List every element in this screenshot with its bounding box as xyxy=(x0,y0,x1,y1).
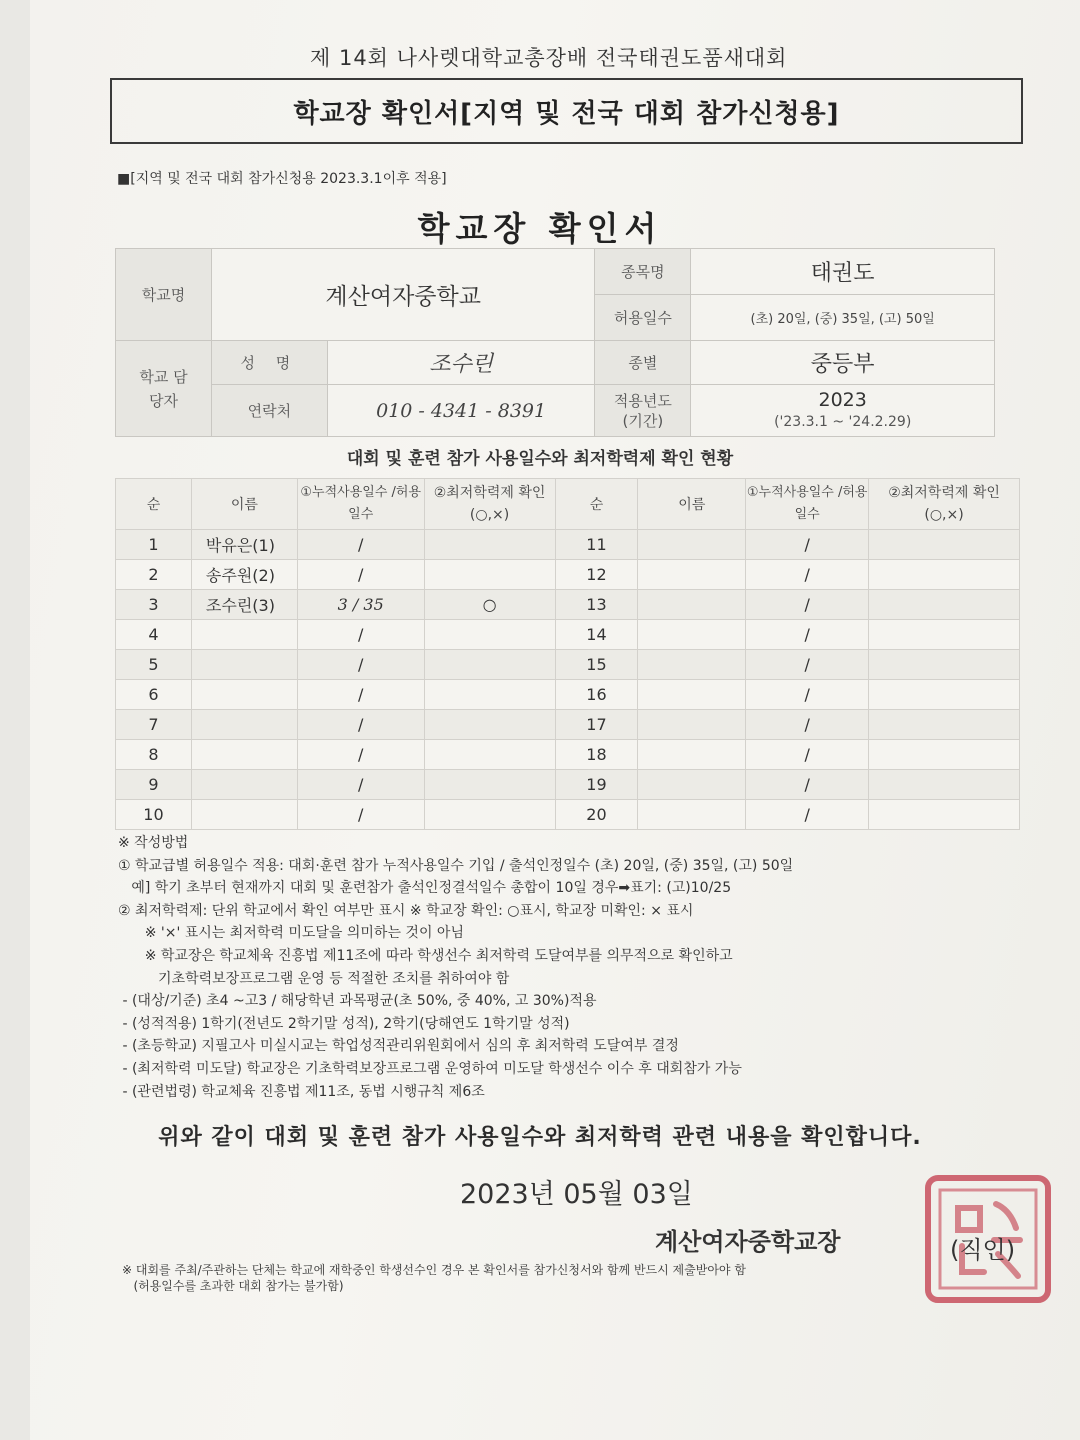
min-academic-check xyxy=(424,530,555,560)
table-row xyxy=(116,710,1020,740)
used-days: / xyxy=(746,530,869,560)
min-academic-check: ○ xyxy=(424,590,555,620)
row-number: 3 xyxy=(116,590,192,620)
event-headline: 제 14회 나사렛대학교총장배 전국태권도품새대회 xyxy=(310,46,788,70)
header-no: 순 xyxy=(555,479,638,530)
used-days: / xyxy=(746,710,869,740)
table-row xyxy=(116,650,1020,680)
used-days: / xyxy=(297,800,424,830)
form-applicability-note: ■[지역 및 전국 대회 참가신청용 2023.3.1이후 적용] xyxy=(117,171,447,187)
student-name xyxy=(638,770,746,800)
year-label: 적용년도 (기간) xyxy=(595,385,691,437)
seal-mark: (직인) xyxy=(950,1236,1016,1264)
row-number: 19 xyxy=(555,770,638,800)
row-number: 12 xyxy=(555,560,638,590)
used-days: / xyxy=(746,800,869,830)
min-academic-check xyxy=(869,560,1020,590)
student-name xyxy=(191,800,297,830)
table-row xyxy=(116,800,1020,830)
allowed-days-label: 허용일수 xyxy=(595,295,691,341)
row-number: 8 xyxy=(116,740,192,770)
school-name-value: 계산여자중학교 xyxy=(211,249,595,341)
note-line: ② 최저학력제: 단위 학교에서 확인 여부만 표시 ※ 학교장 확인: ○표시, 학교장 미확인: × 표시 xyxy=(118,902,694,919)
sport-label: 종목명 xyxy=(595,249,691,295)
issue-date: 2023년 05월 03일 xyxy=(460,1179,693,1210)
section-title: 대회 및 훈련 참가 사용일수와 최저학력제 확인 현황 xyxy=(346,449,734,469)
confirmation-statement: 위와 같이 대회 및 훈련 참가 사용일수와 최저학력 관련 내용을 확인합니다. xyxy=(158,1125,922,1150)
division-label: 종별 xyxy=(595,341,691,385)
min-academic-check xyxy=(869,590,1020,620)
student-name xyxy=(191,650,297,680)
student-name xyxy=(191,710,297,740)
min-academic-check xyxy=(869,530,1020,560)
min-academic-check xyxy=(424,650,555,680)
row-number: 10 xyxy=(116,800,192,830)
row-number: 17 xyxy=(555,710,638,740)
min-academic-check xyxy=(869,650,1020,680)
note-line: ※ 작성방법 xyxy=(118,835,189,851)
student-name xyxy=(191,740,297,770)
used-days: / xyxy=(746,620,869,650)
min-academic-check xyxy=(424,620,555,650)
used-days: / xyxy=(297,680,424,710)
used-days: / xyxy=(746,680,869,710)
min-academic-check xyxy=(869,740,1020,770)
row-number: 11 xyxy=(555,530,638,560)
used-days: / xyxy=(297,740,424,770)
row-number: 6 xyxy=(116,680,192,710)
student-name xyxy=(638,740,746,770)
min-academic-check xyxy=(424,710,555,740)
min-academic-check xyxy=(424,680,555,710)
allowed-days-value: (초) 20일, (중) 35일, (고) 50일 xyxy=(691,295,995,341)
student-name xyxy=(191,680,297,710)
note-line: - (관련법령) 학교체육 진흥법 제11조, 동법 시행규칙 제6조 xyxy=(118,1083,485,1100)
student-name xyxy=(638,800,746,830)
row-number: 7 xyxy=(116,710,192,740)
form-title: 학교장 확인서[지역 및 전국 대회 참가신청용] xyxy=(293,98,840,129)
used-days: / xyxy=(746,560,869,590)
note-line: - (초등학교) 지필고사 미실시교는 학업성적관리위원회에서 심의 후 최저학력 도달여부 결정 xyxy=(118,1038,679,1055)
student-name: 조수린(3) xyxy=(191,590,297,620)
student-name xyxy=(638,710,746,740)
division-value: 중등부 xyxy=(691,341,995,385)
year-period: ('23.3.1 ~ '24.2.29) xyxy=(774,413,912,430)
note-line: ① 학교급별 허용일수 적용: 대회·훈련 참가 누적사용일수 기입 / 출석인정일수 (초) 20일, (중) 35일, (고) 50일 xyxy=(118,857,794,874)
table-row xyxy=(116,680,1020,710)
row-number: 2 xyxy=(116,560,192,590)
row-number: 4 xyxy=(116,620,192,650)
row-number: 14 xyxy=(555,620,638,650)
header-days: ①누적사용일수 /허용일수 xyxy=(746,479,869,530)
contact-phone-value: 010 - 4341 - 8391 xyxy=(327,385,595,437)
student-name xyxy=(638,620,746,650)
used-days: / xyxy=(297,560,424,590)
min-academic-check xyxy=(869,620,1020,650)
header-check: ②최저학력제 확인(○,×) xyxy=(869,479,1020,530)
header-name: 이름 xyxy=(638,479,746,530)
min-academic-check xyxy=(869,710,1020,740)
year-cell xyxy=(691,385,995,437)
table-row xyxy=(116,560,1020,590)
note-line: - (성적적용) 1학기(전년도 2학기말 성적), 2학기(당해연도 1학기말 성적) xyxy=(118,1015,570,1032)
min-academic-check xyxy=(424,560,555,590)
table-row xyxy=(116,770,1020,800)
min-academic-check xyxy=(869,800,1020,830)
note-line: - (최저학력 미도달) 학교장은 기초학력보장프로그램 운영하여 미도달 학생선수 이수 후 대회참가 가능 xyxy=(118,1060,742,1077)
student-name xyxy=(638,530,746,560)
note-line: 기초학력보장프로그램 운영 등 적절한 조치를 취하여야 함 xyxy=(118,970,510,987)
footer-line: (허용일수를 초과한 대회 참가는 불가함) xyxy=(122,1279,344,1293)
table-row xyxy=(116,530,1020,560)
row-number: 15 xyxy=(555,650,638,680)
note-line: ※ '×' 표시는 최저학력 미도달을 의미하는 것이 아님 xyxy=(118,925,464,942)
used-days: 3 / 35 xyxy=(297,590,424,620)
used-days: / xyxy=(297,620,424,650)
used-days: / xyxy=(297,530,424,560)
student-name xyxy=(638,590,746,620)
note-line: - (대상/기준) 초4 ~고3 / 해당학년 과목평균(초 50%, 중 40%, 고 30%)적용 xyxy=(118,993,597,1010)
contact-name-value: 조수린 xyxy=(327,341,595,385)
used-days: / xyxy=(297,710,424,740)
contact-name-label: 성 명 xyxy=(211,341,327,385)
min-academic-check xyxy=(424,740,555,770)
participation-table xyxy=(115,478,1020,830)
header-days: ①누적사용일수 /허용일수 xyxy=(297,479,424,530)
used-days: / xyxy=(746,590,869,620)
footer-notice xyxy=(122,1262,746,1294)
principal-title: 계산여자중학교장 xyxy=(655,1228,841,1256)
row-number: 5 xyxy=(116,650,192,680)
footer-line: ※ 대회를 주최/주관하는 단체는 학교에 재학중인 학생선수인 경우 본 확인서를 참가신청서와 함께 반드시 제출받아야 함 xyxy=(122,1263,746,1277)
instructions-notes xyxy=(118,832,793,1103)
year-value: 2023 xyxy=(818,388,867,411)
student-name: 박유은(1) xyxy=(191,530,297,560)
min-academic-check xyxy=(869,770,1020,800)
page-title: 학교장 확인서 xyxy=(417,209,663,248)
student-name xyxy=(638,680,746,710)
header-check: ②최저학력제 확인(○,×) xyxy=(424,479,555,530)
used-days: / xyxy=(297,770,424,800)
used-days: / xyxy=(746,770,869,800)
min-academic-check xyxy=(869,680,1020,710)
contact-phone-label: 연락처 xyxy=(211,385,327,437)
student-name xyxy=(191,770,297,800)
contact-person-label: 학교 담당자 xyxy=(116,341,212,437)
used-days: / xyxy=(746,740,869,770)
student-name xyxy=(638,560,746,590)
min-academic-check xyxy=(424,770,555,800)
note-line: 예] 학기 초부터 현재까지 대회 및 훈련참가 출석인정결석일수 총합이 10일 경우➡표기: (고)10/25 xyxy=(118,880,732,897)
table-row xyxy=(116,740,1020,770)
table-row xyxy=(116,590,1020,620)
school-info-table xyxy=(115,248,995,437)
table-row xyxy=(116,620,1020,650)
row-number: 13 xyxy=(555,590,638,620)
sport-value: 태권도 xyxy=(691,249,995,295)
row-number: 20 xyxy=(555,800,638,830)
row-number: 16 xyxy=(555,680,638,710)
used-days: / xyxy=(297,650,424,680)
note-line: ※ 학교장은 학교체육 진흥법 제11조에 따라 학생선수 최저학력 도달여부를 의무적으로 확인하고 xyxy=(118,947,733,964)
header-name: 이름 xyxy=(191,479,297,530)
header-no: 순 xyxy=(116,479,192,530)
row-number: 1 xyxy=(116,530,192,560)
min-academic-check xyxy=(424,800,555,830)
student-name xyxy=(191,620,297,650)
used-days: / xyxy=(746,650,869,680)
student-name: 송주원(2) xyxy=(191,560,297,590)
student-name xyxy=(638,650,746,680)
row-number: 18 xyxy=(555,740,638,770)
form-title-box xyxy=(110,78,1023,144)
row-number: 9 xyxy=(116,770,192,800)
school-name-label: 학교명 xyxy=(116,249,212,341)
